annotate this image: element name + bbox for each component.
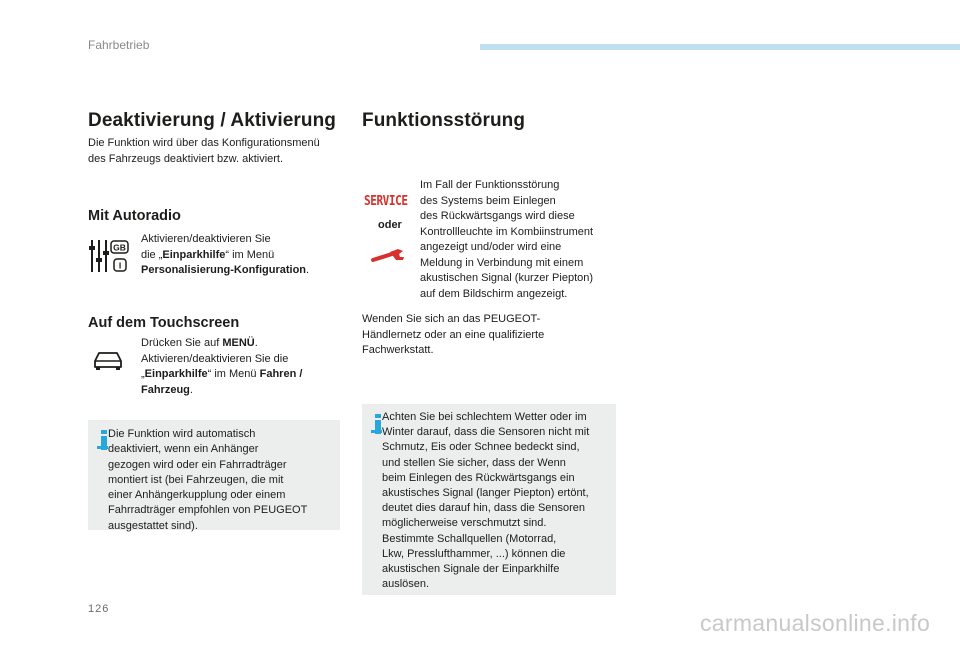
- section-label: Fahrbetrieb: [88, 38, 150, 52]
- car-icon: [92, 349, 124, 371]
- autoradio-line: [141, 248, 351, 264]
- touchscreen-heading: Auf dem Touchscreen: [88, 315, 240, 331]
- service-warning-icon: SERVICE: [364, 194, 408, 209]
- info-line: beim Einlegen des Rückwärtsgangs ein: [382, 471, 575, 484]
- menu-term: Fahren /: [259, 368, 303, 380]
- info-line: Achten Sie bei schlechtem Wetter oder im: [382, 411, 587, 423]
- info-line: deutet dies darauf hin, dass die Sensoren: [382, 502, 586, 515]
- malfunction-line: des Systems beim Einlegen: [420, 194, 556, 207]
- info-line: akustisches Signal (langer Piepton) ertönt,: [382, 487, 589, 500]
- dealer-line: Fachwerkstatt.: [362, 344, 434, 356]
- malfunction-line: Kontrollleuchte im Kombiinstrument: [420, 225, 594, 238]
- page-number: 126: [88, 603, 110, 615]
- oder-label: oder: [378, 219, 402, 231]
- info-line: Die Funktion wird automatisch: [108, 428, 256, 440]
- malfunction-line: des Rückwärtsgangs wird diese: [420, 210, 575, 222]
- menu-term: MENÜ: [222, 337, 255, 349]
- left-title: Deaktivierung / Aktivierung: [88, 110, 337, 131]
- autoradio-instructions: [141, 232, 351, 279]
- info-line: auslösen.: [382, 578, 430, 591]
- info-line: Winter darauf, dass die Sensoren nicht mit: [382, 426, 590, 439]
- info-line: Lkw, Presslufthammer, ...) können die: [382, 547, 566, 560]
- info-line: akustischen Signale der Einparkhilfe: [382, 563, 560, 576]
- touchscreen-line: [141, 336, 346, 352]
- autoradio-line: Aktivieren/deaktivieren Sie: [141, 233, 271, 245]
- dealer-line: Wenden Sie sich an das PEUGEOT-: [362, 313, 541, 325]
- settings-sliders-icon: [88, 238, 130, 274]
- malfunction-line: Im Fall der Funktionsstörung: [420, 179, 560, 191]
- menu-term: Fahrzeug: [141, 383, 190, 396]
- left-intro: [88, 136, 348, 167]
- info-line: deaktiviert, wenn ein Anhänger: [108, 443, 259, 456]
- text: „: [141, 368, 145, 380]
- dealer-line: Händlernetz oder an eine qualifizierte: [362, 328, 545, 341]
- info-line: und stellen Sie sicher, dass der Wenn: [382, 456, 566, 469]
- right-info-box: [362, 404, 616, 595]
- malfunction-text: [420, 178, 620, 302]
- dealer-text: [362, 312, 612, 359]
- touchscreen-line: [141, 367, 346, 383]
- info-line: Fahrradträger empfohlen von PEUGEOT: [108, 504, 308, 517]
- touchscreen-line: Aktivieren/deaktivieren Sie die: [141, 352, 289, 365]
- autoradio-line: [141, 263, 351, 279]
- malfunction-line: akustischen Signal (kurzer Piepton): [420, 272, 594, 284]
- icon-label-gb: GB: [113, 242, 126, 253]
- left-info-text: [108, 427, 336, 534]
- text: die „: [141, 248, 163, 261]
- header-accent-bar: [480, 44, 960, 50]
- malfunction-line: auf dem Bildschirm angezeigt.: [420, 287, 568, 300]
- menu-term: Einparkhilfe: [144, 368, 208, 380]
- text: “ im Menü: [207, 368, 260, 380]
- info-line: ausgestattet sind).: [108, 519, 198, 532]
- watermark: carmanualsonline.info: [700, 610, 931, 636]
- intro-line: des Fahrzeugs deaktiviert bzw. aktiviert.: [88, 152, 284, 165]
- touchscreen-line: [141, 383, 346, 399]
- info-line: Bestimmte Schallquellen (Motorrad,: [382, 532, 557, 545]
- text: .: [306, 264, 310, 276]
- text: Drücken Sie auf: [141, 337, 223, 349]
- info-line: montiert ist (bei Fahrzeugen, die mit: [108, 473, 284, 486]
- intro-line: Die Funktion wird über das Konfigurationsmenü: [88, 137, 320, 149]
- right-info-text: [382, 410, 614, 592]
- autoradio-heading: Mit Autoradio: [88, 208, 181, 224]
- info-line: gezogen wird oder ein Fahrradträger: [108, 458, 287, 471]
- malfunction-line: Meldung in Verbindung mit einem: [420, 256, 584, 269]
- info-line: Schmutz, Eis oder Schnee bedeckt sind,: [382, 441, 580, 454]
- touchscreen-instructions: [141, 336, 346, 398]
- info-line: möglicherweise verschmutzt sind.: [382, 517, 547, 530]
- left-info-box: [88, 420, 340, 530]
- info-line: einer Anhängerkupplung oder einem: [108, 489, 286, 502]
- wrench-icon: [370, 246, 408, 266]
- malfunction-line: angezeigt und/oder wird eine: [420, 241, 562, 253]
- menu-term: Einparkhilfe: [162, 248, 226, 261]
- text: .: [254, 337, 258, 349]
- right-title: Funktionsstörung: [362, 110, 526, 131]
- text: “ im Menü: [225, 248, 275, 261]
- text: .: [189, 383, 193, 396]
- icon-label-i: I: [118, 260, 122, 271]
- menu-term: Personalisierung-Konfiguration: [141, 264, 307, 276]
